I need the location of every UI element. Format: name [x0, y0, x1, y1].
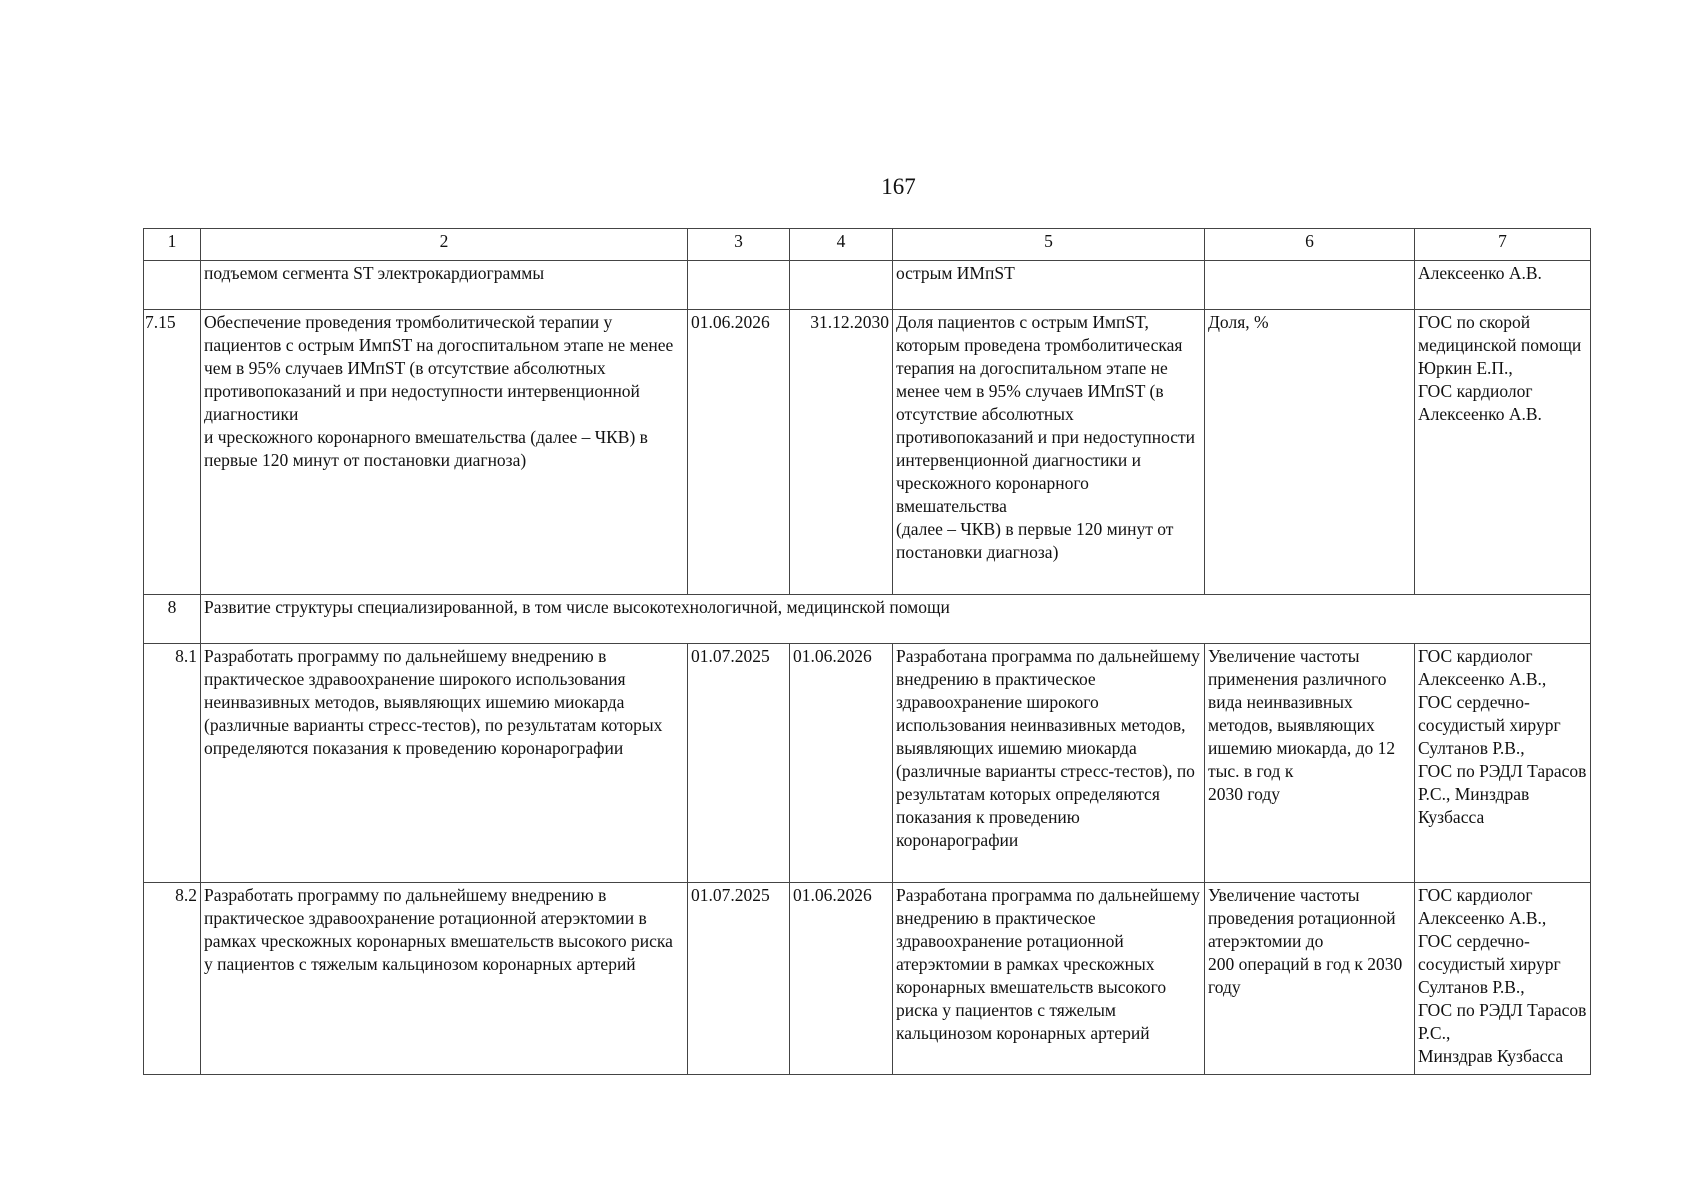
responsible-text: ГОС кардиолог Алексеенко А.В., ГОС сердечно-сосудистый хирург Султанов Р.В., ГОС по РЭДЛ Тарасов Р.С., Минздрав Кузбасса	[1415, 644, 1591, 883]
indicator-text: Увеличение частоты применения различного вида неинвазивных методов, выявляющих ишемию миокарда, до 12 тыс. в год к 2030 году	[1205, 644, 1415, 883]
row-number: 8.1	[144, 644, 201, 883]
table-row	[144, 310, 1591, 595]
table-row	[144, 261, 1591, 310]
header-cell: 4	[790, 229, 893, 261]
header-cell: 2	[201, 229, 688, 261]
end-date: 31.12.2030	[790, 310, 893, 595]
result-text: Доля пациентов с острым ИмпST, которым проведена тромболитическая терапия на догоспитальном этапе не менее чем в 95% случаев ИМпST (в отсутствие абсолютных противопоказаний и при недоступности интервенционной диагностики и чрескожного коронарного вмешательства (далее – ЧКВ) в первые 120 минут от постановки диагноза)	[893, 310, 1205, 595]
result-text: Разработана программа по дальнейшему внедрению в практическое здравоохранение широкого использования неинвазивных методов, выявляющих ишемию миокарда (различные варианты стресс-тестов), по результатам которых определяются показания к проведению коронарографии	[893, 644, 1205, 883]
end-date	[790, 261, 893, 310]
row-number: 8.2	[144, 883, 201, 1075]
header-cell: 7	[1415, 229, 1591, 261]
event-text: Разработать программу по дальнейшему внедрению в практическое здравоохранение ротационной атерэктомии в рамках чрескожных коронарных вмешательств высокого риска у пациентов с тяжелым кальцинозом коронарных артерий	[201, 883, 688, 1075]
event-text: Разработать программу по дальнейшему внедрению в практическое здравоохранение широкого использования неинвазивных методов, выявляющих ишемию миокарда (различные варианты стресс-тестов), по результатам которых определяются показания к проведению коронарографии	[201, 644, 688, 883]
header-cell: 3	[688, 229, 790, 261]
start-date: 01.07.2025	[688, 883, 790, 1075]
plan-table	[143, 228, 1591, 1075]
result-text: острым ИМпST	[893, 261, 1205, 310]
section-title: Развитие структуры специализированной, в том числе высокотехнологичной, медицинской помощи	[201, 595, 1591, 644]
responsible-text: Алексеенко А.В.	[1415, 261, 1591, 310]
row-number: 7.15	[144, 310, 201, 595]
indicator-text: Доля, %	[1205, 310, 1415, 595]
event-text: Обеспечение проведения тромболитической терапии у пациентов с острым ИмпST на догоспитальном этапе не менее чем в 95% случаев ИМпST (в отсутствие абсолютных противопоказаний и при недоступности интервенционной диагностики и чрескожного коронарного вмешательства (далее – ЧКВ) в первые 120 минут от постановки диагноза)	[201, 310, 688, 595]
section-row	[144, 595, 1591, 644]
start-date: 01.06.2026	[688, 310, 790, 595]
start-date	[688, 261, 790, 310]
header-cell: 6	[1205, 229, 1415, 261]
page-number: 167	[881, 174, 916, 199]
indicator-text	[1205, 261, 1415, 310]
responsible-text: ГОС кардиолог Алексеенко А.В., ГОС сердечно-сосудистый хирург Султанов Р.В., ГОС по РЭДЛ Тарасов Р.С., Минздрав Кузбасса	[1415, 883, 1591, 1075]
responsible-text: ГОС по скорой медицинской помощи Юркин Е.П., ГОС кардиолог Алексеенко А.В.	[1415, 310, 1591, 595]
start-date: 01.07.2025	[688, 644, 790, 883]
table-header-row	[144, 229, 1591, 261]
table-row	[144, 883, 1591, 1075]
table-row	[144, 644, 1591, 883]
event-text: подъемом сегмента ST электрокардиограммы	[201, 261, 688, 310]
end-date: 01.06.2026	[790, 883, 893, 1075]
section-number: 8	[144, 595, 201, 644]
result-text: Разработана программа по дальнейшему внедрению в практическое здравоохранение ротационной атерэктомии в рамках чрескожных коронарных вмешательств высокого риска у пациентов с тяжелым кальцинозом коронарных артерий	[893, 883, 1205, 1075]
header-cell: 1	[144, 229, 201, 261]
indicator-text: Увеличение частоты проведения ротационной атерэктомии до 200 операций в год к 2030 году	[1205, 883, 1415, 1075]
end-date: 01.06.2026	[790, 644, 893, 883]
header-cell: 5	[893, 229, 1205, 261]
row-number	[144, 261, 201, 310]
